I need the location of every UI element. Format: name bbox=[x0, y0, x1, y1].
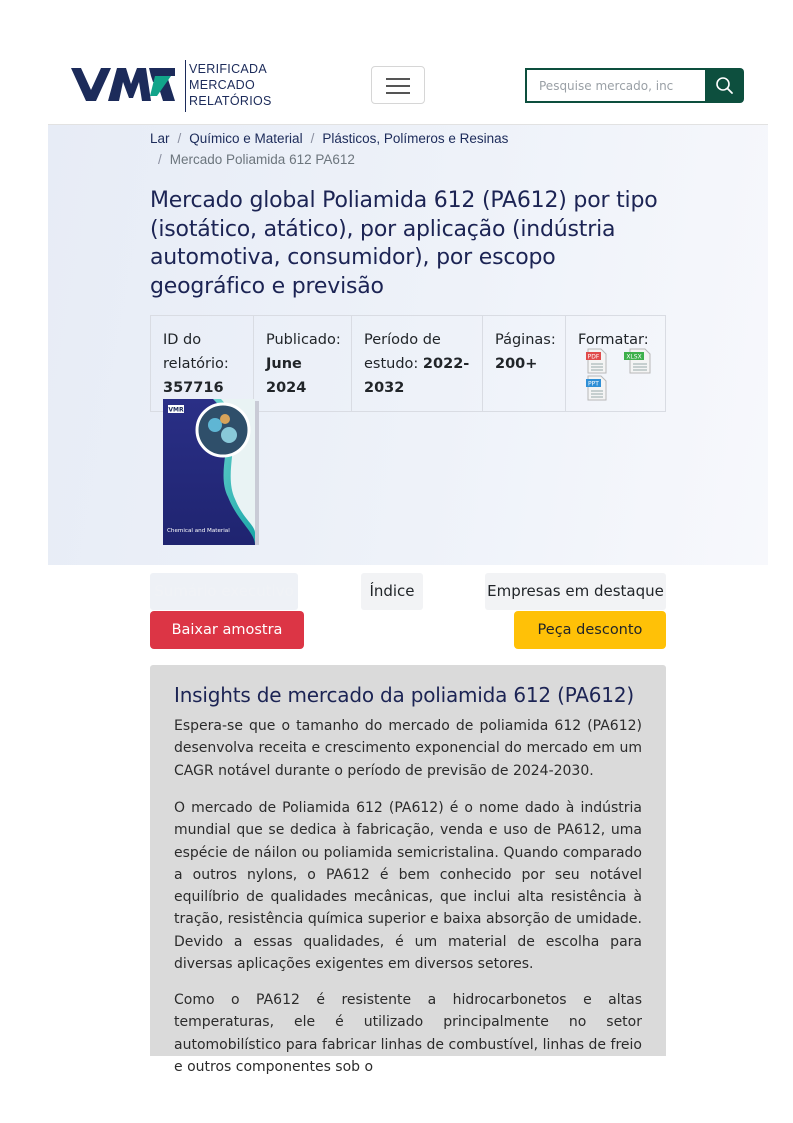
report-id-cell: ID do relatório: 357716 bbox=[151, 316, 254, 411]
page-title: Mercado global Poliamida 612 (PA612) por tipo (isotático, atático), por aplicação (indústria automotiva, consumidor), por escopo geográfico e previsão bbox=[150, 188, 658, 299]
vmr-logo[interactable] bbox=[71, 60, 281, 112]
hamburger-icon bbox=[386, 78, 410, 80]
search-input[interactable] bbox=[525, 68, 705, 103]
logo-divider bbox=[185, 60, 186, 112]
published-cell: Publicado: June 2024 bbox=[254, 316, 352, 411]
insights-heading: Insights de mercado da poliamida 612 (PA612) bbox=[174, 683, 634, 707]
tab-executive-summary[interactable]: Sumário executivo bbox=[150, 573, 298, 610]
xlsx-file-icon[interactable] bbox=[624, 348, 652, 374]
logo-line-1: VERIFICADA bbox=[189, 62, 268, 76]
pdf-file-icon[interactable] bbox=[586, 348, 608, 374]
logo-line-3: RELATÓRIOS bbox=[189, 94, 272, 108]
svg-text:Chemical and Material: Chemical and Material bbox=[167, 528, 230, 534]
svg-text:PPT: PPT bbox=[588, 380, 599, 388]
insights-paragraph: Como o PA612 é resistente a hidrocarbonetos e altas temperaturas, ele é utilizado principalmente no setor automobilístico para fabricar linhas de combustível, linhas de freio e outros componentes sob o bbox=[174, 992, 642, 1075]
svg-text:PDF: PDF bbox=[587, 353, 600, 361]
breadcrumb-item-chemical[interactable]: Químico e Material bbox=[189, 131, 303, 146]
tab-table-of-contents[interactable]: Índice bbox=[361, 573, 423, 610]
svg-text:VMR: VMR bbox=[168, 406, 184, 414]
logo-line-2: MERCADO bbox=[189, 78, 255, 92]
download-sample-button[interactable]: Baixar amostra bbox=[150, 611, 304, 649]
breadcrumb-item-plastics[interactable]: Plásticos, Polímeros e Resinas bbox=[322, 131, 509, 146]
breadcrumb-item-home[interactable]: Lar bbox=[150, 131, 170, 146]
format-cell: Formatar: bbox=[578, 332, 649, 348]
search-button[interactable] bbox=[705, 68, 744, 103]
breadcrumb-item-current: Mercado Poliamida 612 PA612 bbox=[169, 152, 355, 167]
study-period-cell: Período de estudo: 2022- 2032 bbox=[352, 316, 483, 411]
report-cover-image bbox=[163, 397, 259, 547]
search-bar bbox=[525, 68, 744, 103]
vmr-logo-mark bbox=[71, 68, 175, 102]
breadcrumb: Lar / Químico e Material / Plásticos, Polímeros e Resinas bbox=[150, 131, 509, 146]
request-discount-button[interactable]: Peça desconto bbox=[514, 611, 666, 649]
menu-toggle-button[interactable] bbox=[371, 66, 425, 104]
pages-cell: Páginas: 200+ bbox=[483, 316, 566, 411]
svg-text:XLSX: XLSX bbox=[626, 353, 642, 361]
logo-wordmark bbox=[189, 61, 272, 109]
insights-paragraph: O mercado de Poliamida 612 (PA612) é o nome dado à indústria mundial que se dedica à fabricação, venda e uso de PA612, uma espécie de náilon ou poliamida semicristalina. Quando comparado a outros nylons, o PA612 é bem conhecido por seu notável equilíbrio de qualidades mecânicas, que inclui alta resistência à tração, resistência química superior e baixa absorção de umidade. Devido a essas qualidades, é um material de escolha para diversas aplicações exigentes em diversos setores. bbox=[174, 800, 642, 973]
breadcrumb-line-2: / Mercado Poliamida 612 PA612 bbox=[158, 152, 355, 167]
market-insights-section bbox=[150, 665, 666, 1075]
tab-featured-companies[interactable]: Empresas em destaque bbox=[485, 573, 666, 610]
report-id-value: 357716 bbox=[163, 380, 224, 396]
ppt-file-icon[interactable] bbox=[586, 375, 608, 401]
search-icon bbox=[705, 68, 744, 103]
insights-paragraph: Espera-se que o tamanho do mercado de poliamida 612 (PA612) desenvolva receita e crescimento exponencial do mercado em um CAGR notável durante o período de previsão de 2024-2030. bbox=[174, 718, 642, 779]
